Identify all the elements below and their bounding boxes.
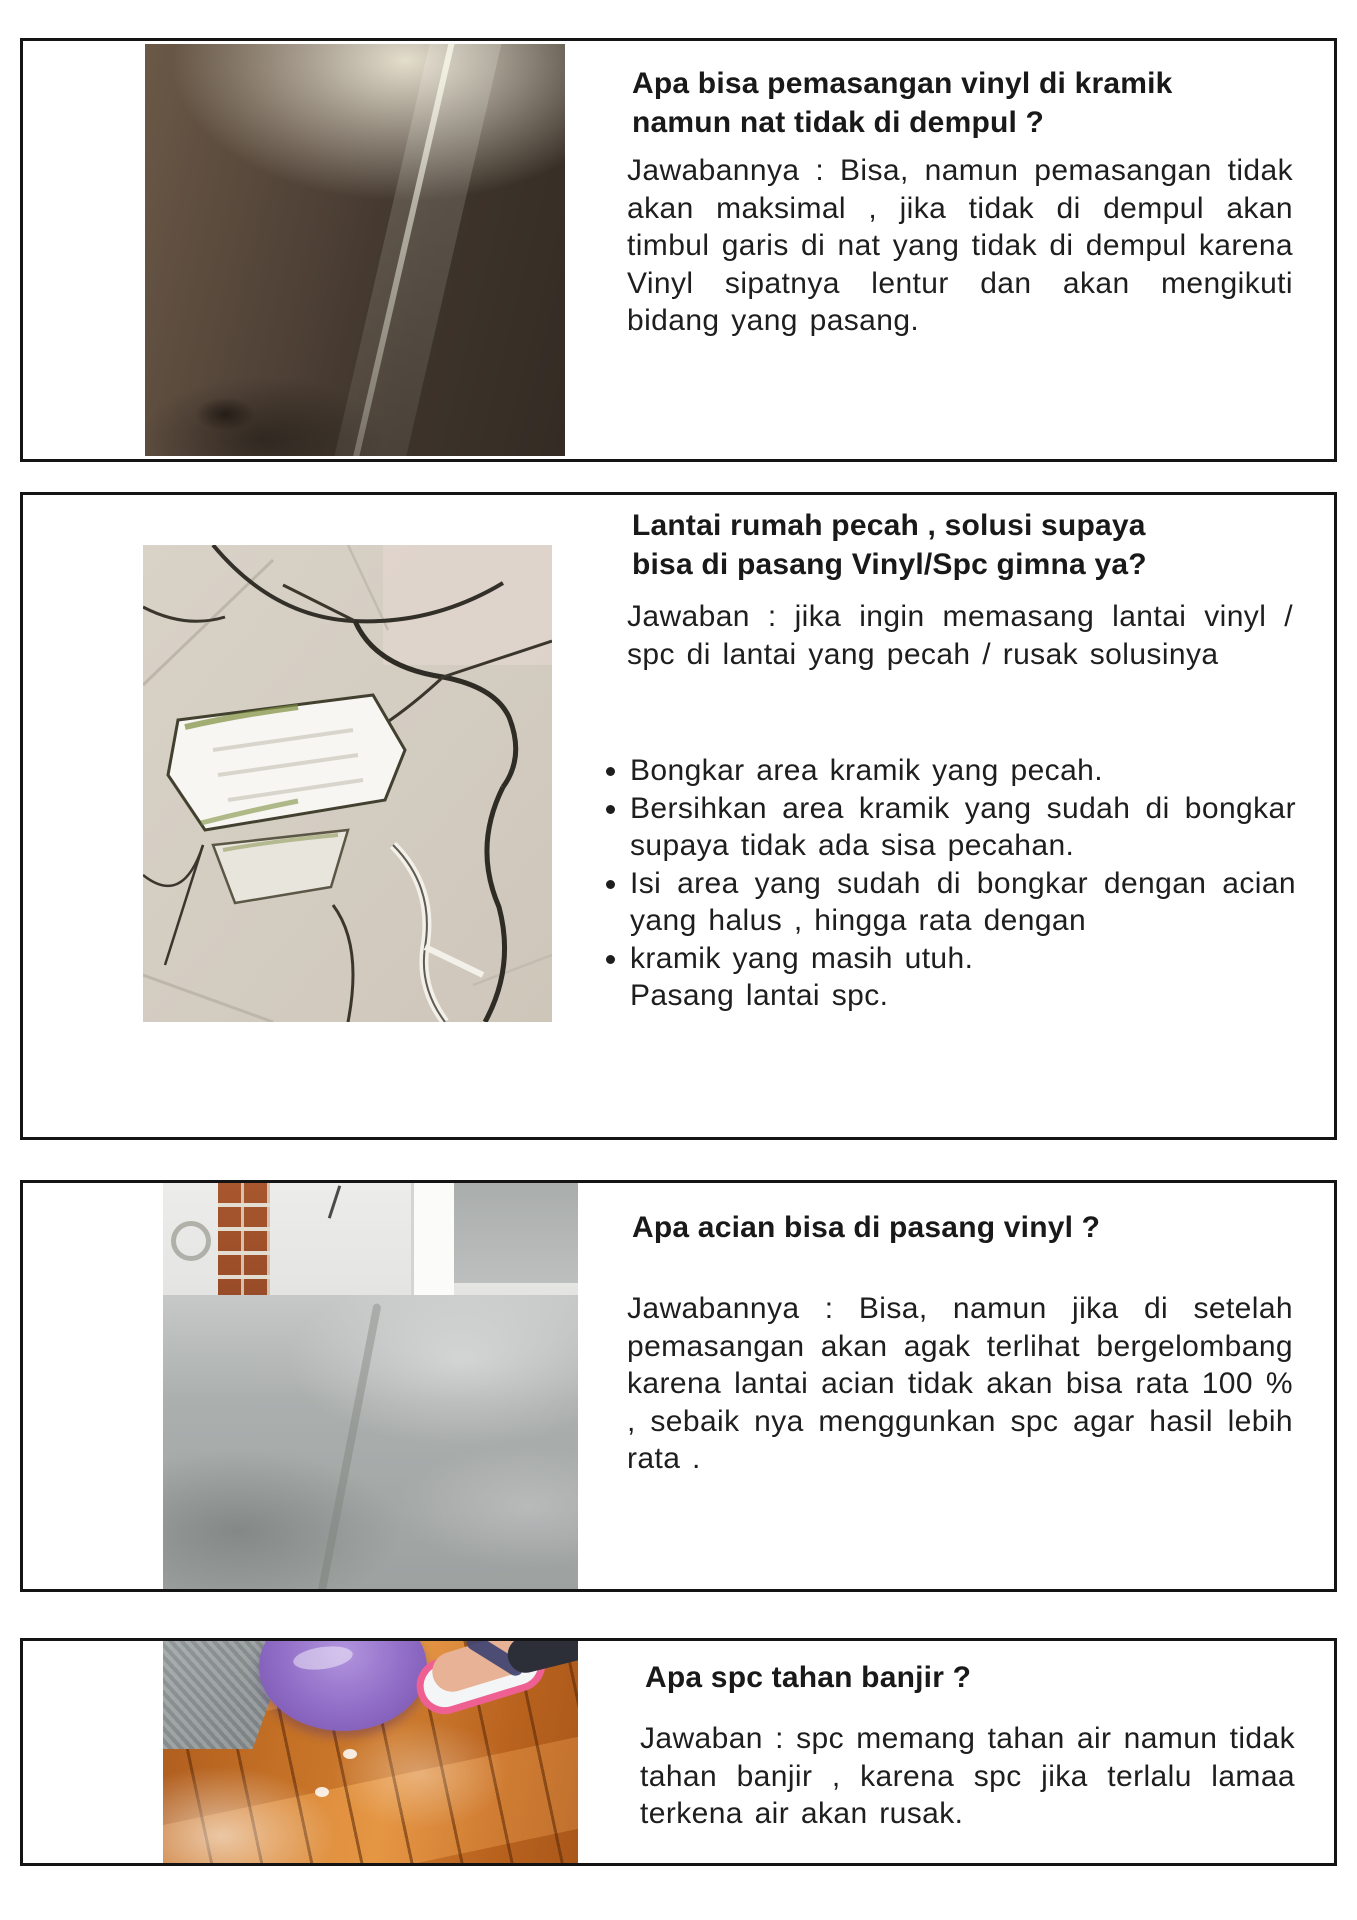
solution-step: • Bongkar area kramik yang pecah. — [630, 752, 1296, 790]
question-title-line: Apa acian bisa di pasang vinyl ? — [632, 1211, 1101, 1244]
brick-column — [218, 1183, 270, 1301]
question-title — [632, 506, 1147, 584]
cracked-tile-illustration — [143, 545, 552, 1022]
solution-step: • Bersihkan area kramik yang sudah di bongkar supaya tidak ada sisa pecahan. — [630, 790, 1296, 865]
question-title — [632, 64, 1173, 142]
question-title — [645, 1658, 971, 1697]
flooded-floor-photo — [163, 1641, 578, 1863]
question-title-line: Apa bisa pemasangan vinyl di kramik — [632, 67, 1173, 100]
solution-step-continued: Pasang lantai spc. — [630, 979, 889, 1012]
light-reflection-band — [321, 44, 510, 456]
faq-card-spc-flood — [20, 1638, 1337, 1866]
screed-floor-photo — [163, 1183, 578, 1589]
question-title-line: namun nat tidak di dempul ? — [632, 106, 1045, 139]
question-title — [632, 1208, 1100, 1247]
answer-text: Jawaban : jika ingin memasang lantai vinyl / spc di lantai yang pecah / rusak solusinya — [627, 600, 1293, 671]
water-drop — [315, 1787, 329, 1797]
faq-card-vinyl-on-ceramic — [20, 38, 1337, 462]
answer-text: Jawabannya : Bisa, namun jika di setelah pemasangan akan agak terlihat bergelombang karena lantai acian tidak akan bisa rata 100 % , sebaik nya menggunkan spc agar hasil lebih rata . — [627, 1292, 1293, 1475]
solution-steps — [598, 752, 1296, 1015]
faq-card-cracked-floor — [20, 492, 1337, 1140]
question-title-line: Lantai rumah pecah , solusi supaya — [632, 509, 1146, 542]
white-pillar — [411, 1183, 454, 1295]
solution-step: • kramik yang masih utuh. — [630, 940, 1296, 978]
vinyl-floor-photo — [145, 44, 565, 456]
water-drop — [343, 1749, 357, 1759]
answer-text: Jawaban : spc memang tahan air namun tidak tahan banjir , karena spc jika terlalu lamaa terkena air akan rusak. — [640, 1722, 1295, 1830]
solution-step: • Isi area yang sudah di bongkar dengan acian yang halus , hingga rata dengan — [630, 865, 1296, 940]
cracked-tile-photo — [143, 545, 552, 1022]
solution-steps-list — [598, 752, 1296, 977]
rope-coil — [171, 1221, 211, 1261]
answer-text: Jawabannya : Bisa, namun pemasangan tidak akan maksimal , jika tidak di dempul akan timbul garis di nat yang tidak di dempul karena Vinyl sipatnya lentur dan akan mengikuti bidang yang pasang. — [627, 154, 1293, 337]
wood-knot-shadow — [195, 397, 255, 431]
far-wall — [451, 1183, 578, 1283]
question-title-line: Apa spc tahan banjir ? — [645, 1661, 972, 1694]
question-title-line: bisa di pasang Vinyl/Spc gimna ya? — [632, 548, 1147, 581]
faq-card-screed-vinyl — [20, 1180, 1337, 1592]
